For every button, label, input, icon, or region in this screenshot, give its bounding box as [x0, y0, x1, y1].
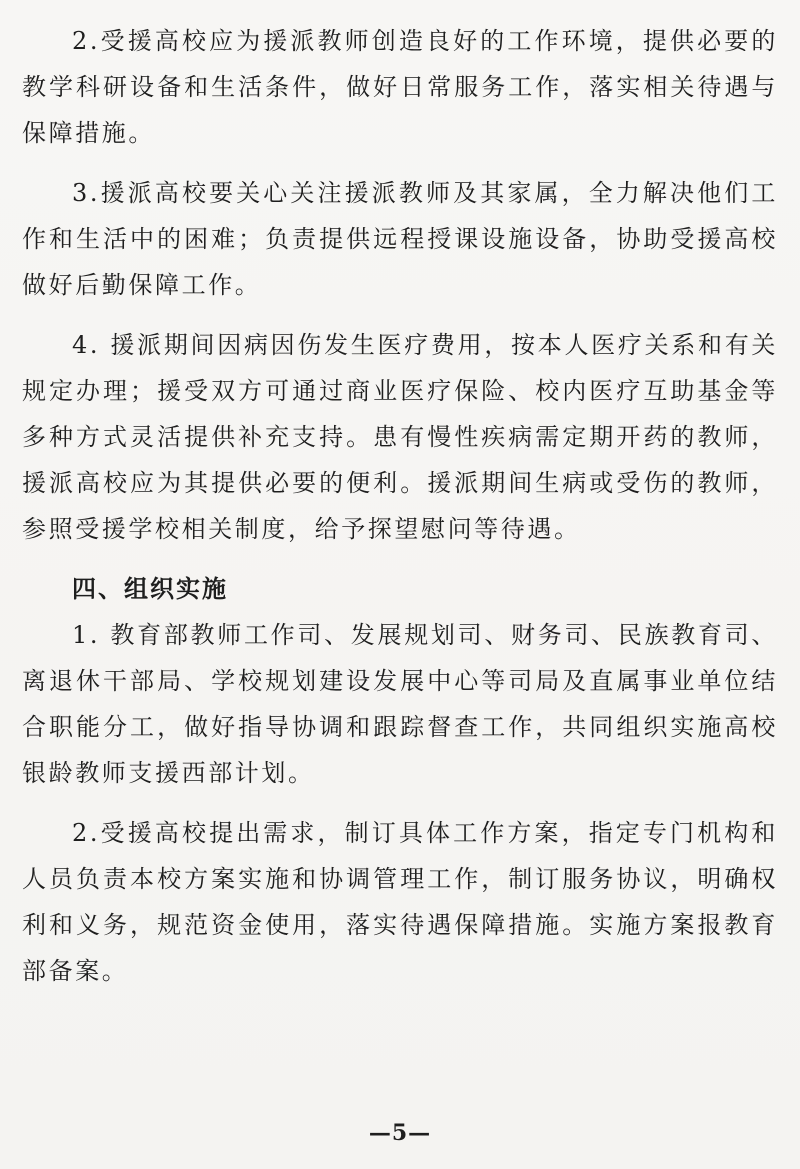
section-heading: 四、组织实施 [72, 575, 228, 603]
page-number: —5— [368, 1120, 432, 1146]
paragraph-item-3: 3.援派高校要关心关注援派教师及其家属，全力解决他们工作和生活中的困难；负责提供远程授课设施设备，协助受援高校做好后勤保障工作。 [22, 179, 778, 299]
section-paragraph-1: 1. 教育部教师工作司、发展规划司、财务司、民族教育司、离退休干部局、学校规划建设发展中心等司局及直属事业单位结合职能分工，做好指导协调和跟踪督查工作，共同组织实施高校银龄教师支援西部计划。 [22, 621, 778, 787]
paragraph-item-4: 4. 援派期间因病因伤发生医疗费用，按本人医疗关系和有关规定办理；援受双方可通过商业医疗保险、校内医疗互助基金等多种方式灵活提供补充支持。患有慢性疾病需定期开药的教师，援派高校应为其提供必要的便利。援派期间生病或受伤的教师，参照受援学校相关制度，给予探望慰问等待遇。 [22, 331, 778, 543]
document-body [0, 18, 800, 1008]
paragraph-item-2: 2.受援高校应为援派教师创造良好的工作环境，提供必要的教学科研设备和生活条件，做好日常服务工作，落实相关待遇与保障措施。 [22, 27, 778, 147]
section-paragraph-2: 2.受援高校提出需求，制订具体工作方案，指定专门机构和人员负责本校方案实施和协调管理工作，制订服务协议，明确权利和义务，规范资金使用，落实待遇保障措施。实施方案报教育部备案。 [22, 819, 778, 985]
